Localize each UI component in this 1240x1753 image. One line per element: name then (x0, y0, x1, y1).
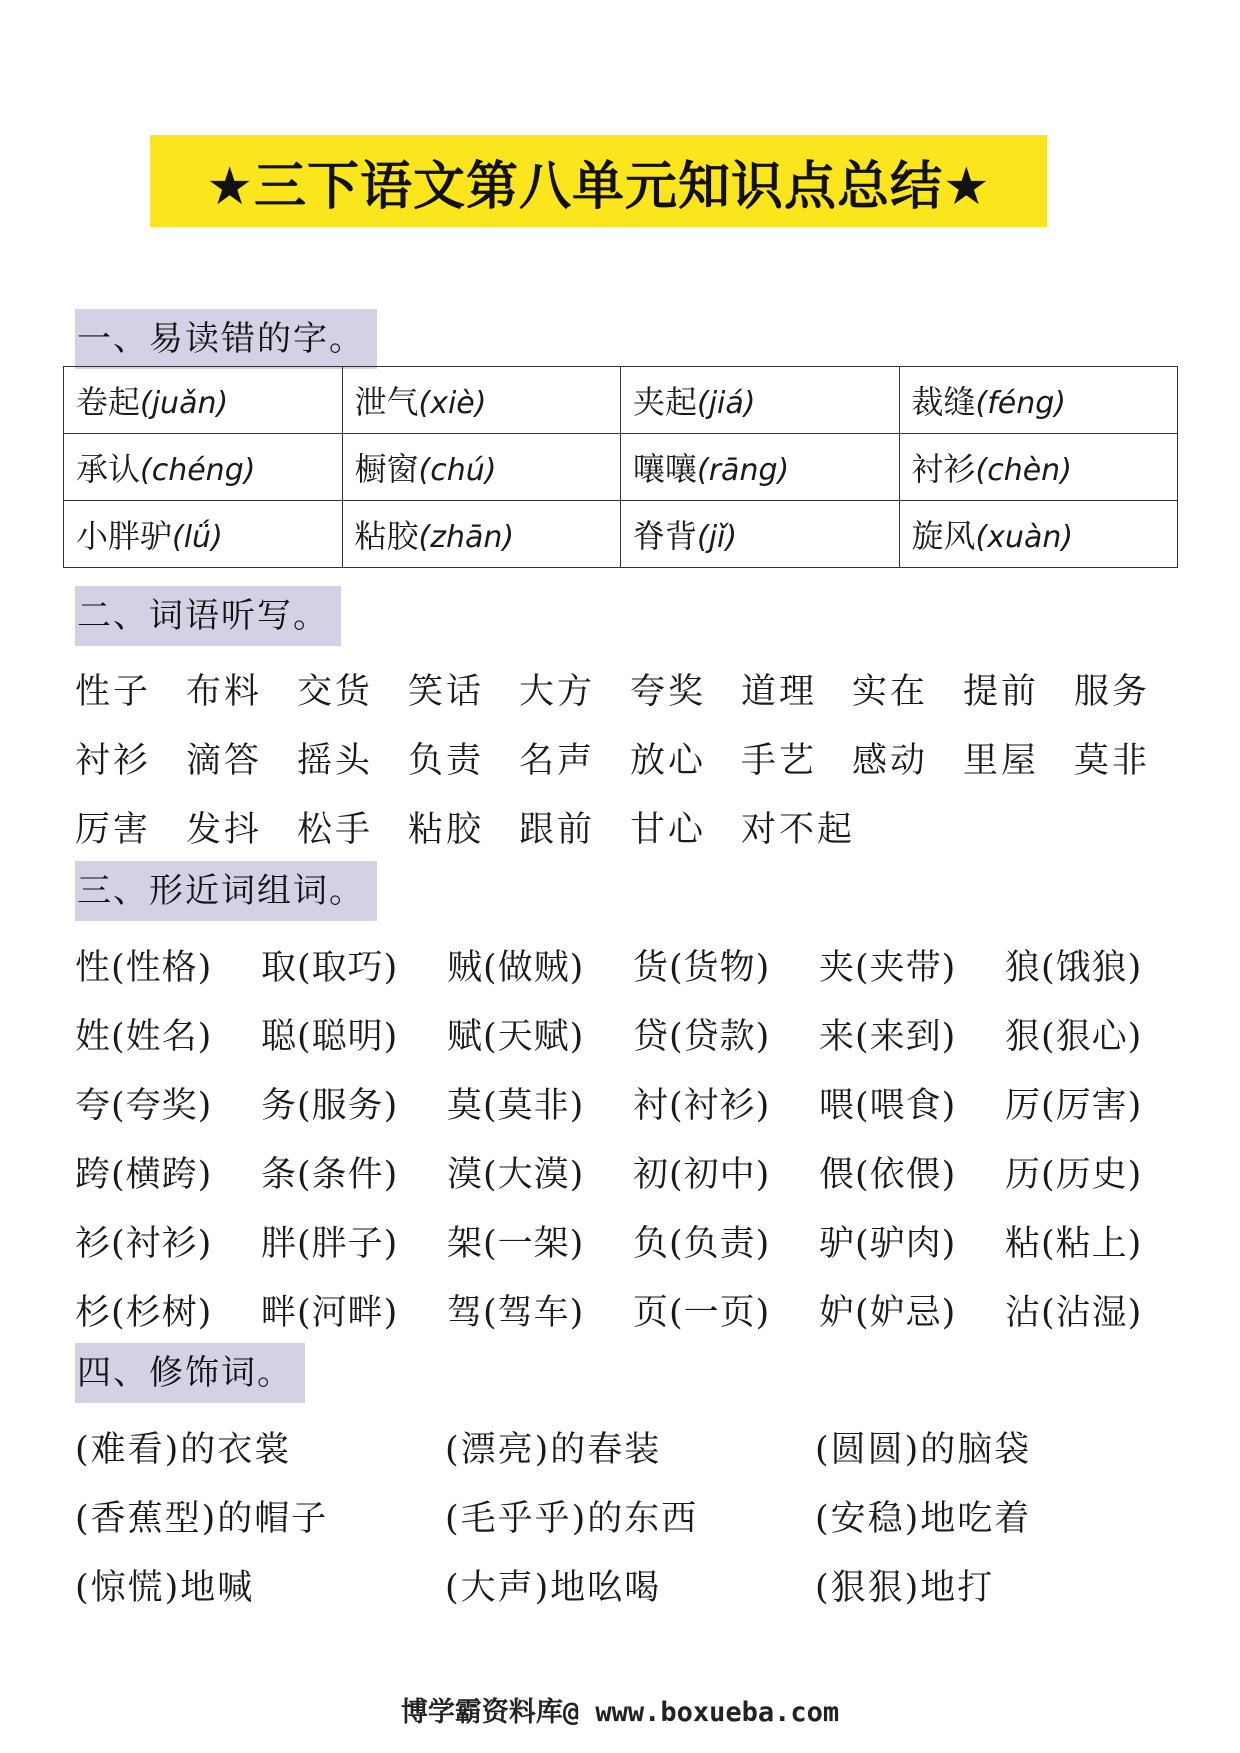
phrase-item: (漂亮)的春装 (445, 1430, 662, 1470)
word-row (75, 1078, 1191, 1128)
word-item: 贷(贷款) (633, 1017, 771, 1057)
phrase-item: (难看)的衣裳 (75, 1430, 292, 1470)
phrase-item: (毛乎乎)的东西 (445, 1499, 699, 1539)
table-cell: 粘胶(zhān) (342, 501, 621, 568)
section-heading-dictation: 二、词语听写。 (75, 586, 341, 646)
word-item: 夹(夹带) (819, 948, 957, 988)
word-item: 驴(驴肉) (819, 1224, 957, 1264)
word-item: 性(性格) (75, 948, 213, 988)
word-item: 对不起 (741, 810, 856, 850)
word-item: 杉(杉树) (75, 1293, 213, 1333)
word-item: 妒(妒忌) (819, 1293, 957, 1333)
word-item: 名声 (519, 741, 596, 781)
phrase-item: (惊慌)地喊 (75, 1568, 255, 1608)
word-item: 初(初中) (633, 1155, 771, 1195)
word-item: 历(历史) (1005, 1155, 1143, 1195)
word-row (75, 1285, 1191, 1335)
word-item: 姓(姓名) (75, 1017, 213, 1057)
word-item: 莫(莫非) (447, 1086, 585, 1126)
word-row (75, 1147, 1191, 1197)
word-item: 发抖 (186, 810, 263, 850)
word-item: 来(来到) (819, 1017, 957, 1057)
word-item: 夸(夸奖) (75, 1086, 213, 1126)
word-item: 松手 (297, 810, 374, 850)
word-item: 取(取巧) (261, 948, 399, 988)
word-item: 衫(衬衫) (75, 1224, 213, 1264)
word-item: 页(一页) (633, 1293, 771, 1333)
phrase-item: (大声)地吆喝 (445, 1568, 662, 1608)
word-item: 道理 (741, 672, 818, 712)
table-cell: 脊背(jǐ) (621, 501, 900, 568)
phrase-item: (香蕉型)的帽子 (75, 1499, 329, 1539)
word-item: 感动 (852, 741, 929, 781)
word-item: 畔(河畔) (261, 1293, 399, 1333)
word-item: 狼(饿狼) (1005, 948, 1143, 988)
word-item: 衬衫 (75, 741, 152, 781)
word-item: 交货 (297, 672, 374, 712)
word-item: 条(条件) (261, 1155, 399, 1195)
word-item: 实在 (852, 672, 929, 712)
word-row (75, 940, 1191, 990)
table-cell: 嚷嚷(rāng) (621, 434, 900, 501)
word-item: 粘(粘上) (1005, 1224, 1143, 1264)
word-row (75, 1560, 1185, 1610)
table-cell: 卷起(juǎn) (64, 367, 343, 434)
phrase-item: (狠狠)地打 (815, 1568, 995, 1608)
word-item: 漠(大漠) (447, 1155, 585, 1195)
table-cell: 承认(chéng) (64, 434, 343, 501)
word-item: 大方 (519, 672, 596, 712)
footer-watermark: 博学霸资料库@ www.boxueba.com (400, 1697, 840, 1728)
word-item: 滴答 (186, 741, 263, 781)
word-row (75, 1216, 1191, 1266)
word-item: 摇头 (297, 741, 374, 781)
word-item: 夸奖 (630, 672, 707, 712)
word-item: 偎(依偎) (819, 1155, 957, 1195)
word-item: 驾(驾车) (447, 1293, 585, 1333)
word-item: 贼(做贼) (447, 948, 585, 988)
table-cell: 泄气(xiè) (342, 367, 621, 434)
table-row (64, 434, 1178, 501)
table-cell: 旋风(xuàn) (899, 501, 1178, 568)
word-row (75, 664, 1185, 714)
word-item: 喂(喂食) (819, 1086, 957, 1126)
word-item: 笑话 (408, 672, 485, 712)
table-cell: 衬衫(chèn) (899, 434, 1178, 501)
word-item: 狠(狠心) (1005, 1017, 1143, 1057)
table-row (64, 367, 1178, 434)
table-row (64, 501, 1178, 568)
word-row (75, 1491, 1185, 1541)
section-heading-similar-chars: 三、形近词组词。 (75, 861, 377, 921)
word-item: 跨(横跨) (75, 1155, 213, 1195)
word-item: 厉(厉害) (1005, 1086, 1143, 1126)
word-item: 粘胶 (408, 810, 485, 850)
word-item: 里屋 (963, 741, 1040, 781)
word-item: 架(一架) (447, 1224, 585, 1264)
word-item: 务(服务) (261, 1086, 399, 1126)
word-row (75, 1009, 1191, 1059)
word-item: 衬(衬衫) (633, 1086, 771, 1126)
word-item: 放心 (630, 741, 707, 781)
phrase-item: (安稳)地吃着 (815, 1499, 1032, 1539)
word-item: 莫非 (1074, 741, 1151, 781)
word-row (75, 802, 901, 852)
word-item: 甘心 (630, 810, 707, 850)
word-item: 提前 (963, 672, 1040, 712)
table-cell: 橱窗(chú) (342, 434, 621, 501)
table-cell: 小胖驴(lǘ) (64, 501, 343, 568)
table-cell: 裁缝(féng) (899, 367, 1178, 434)
word-item: 跟前 (519, 810, 596, 850)
word-item: 聪(聪明) (261, 1017, 399, 1057)
word-item: 服务 (1074, 672, 1151, 712)
word-item: 赋(天赋) (447, 1017, 585, 1057)
table-cell: 夹起(jiá) (621, 367, 900, 434)
phrase-item: (圆圆)的脑袋 (815, 1430, 1032, 1470)
section-heading-pronunciation: 一、易读错的字。 (75, 309, 377, 369)
section-heading-modifiers: 四、修饰词。 (75, 1343, 305, 1403)
word-item: 胖(胖子) (261, 1224, 399, 1264)
pronunciation-table (63, 366, 1178, 568)
word-row (75, 733, 1185, 783)
word-item: 厉害 (75, 810, 152, 850)
word-item: 手艺 (741, 741, 818, 781)
word-item: 性子 (75, 672, 152, 712)
word-row (75, 1422, 1185, 1472)
word-item: 负(负责) (633, 1224, 771, 1264)
word-item: 沾(沾湿) (1005, 1293, 1143, 1333)
word-item: 负责 (408, 741, 485, 781)
page-title: ★三下语文第八单元知识点总结★ (150, 135, 1047, 227)
word-item: 布料 (186, 672, 263, 712)
word-item: 货(货物) (633, 948, 771, 988)
